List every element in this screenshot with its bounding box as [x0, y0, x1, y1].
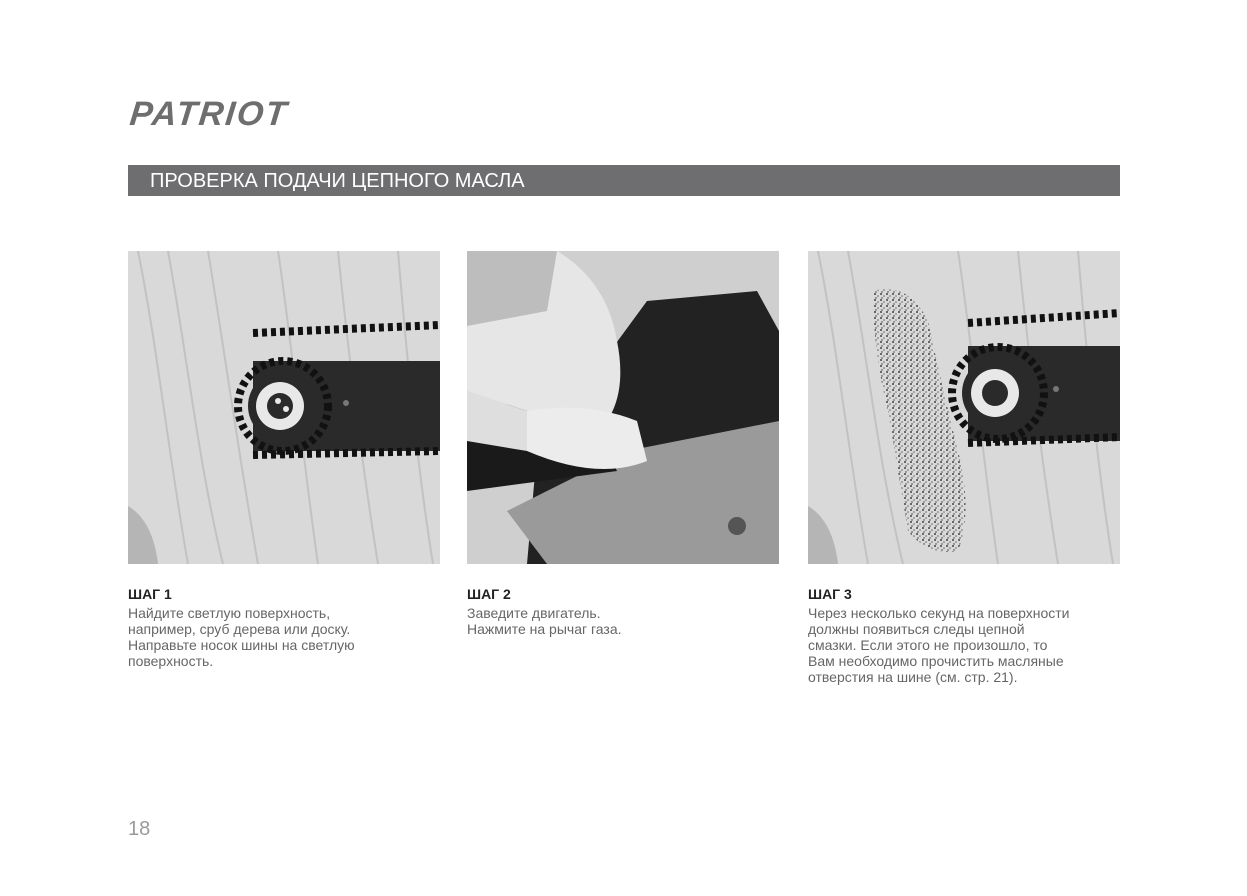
photo-step-2: [467, 251, 779, 564]
step-2-text: Заведите двигатель. Нажмите на рычаг газа.: [467, 605, 622, 637]
step-1: [128, 586, 448, 669]
brand-logo: PATRIOT: [128, 95, 291, 133]
step-3-title: ШАГ 3: [808, 586, 852, 602]
step-2-title: ШАГ 2: [467, 586, 511, 602]
step-1-text: Найдите светлую поверхность, например, сруб дерева или доску. Направьте носок шины на светлую поверхность.: [128, 605, 355, 669]
section-title: ПРОВЕРКА ПОДАЧИ ЦЕПНОГО МАСЛА: [150, 170, 525, 192]
photo-step-3: [808, 251, 1120, 564]
step-1-title: ШАГ 1: [128, 586, 172, 602]
page-number: 18: [128, 818, 151, 840]
step-2: [467, 586, 787, 637]
step-3-text: Через несколько секунд на поверхности должны появиться следы цепной смазки. Если этого не произошло, то Вам необходимо прочистить масляные отверстия на шине (см. стр. 21).: [808, 605, 1070, 685]
section-title-bar: [128, 165, 1120, 196]
step-3: [808, 586, 1128, 685]
photo-step-1: [128, 251, 440, 564]
